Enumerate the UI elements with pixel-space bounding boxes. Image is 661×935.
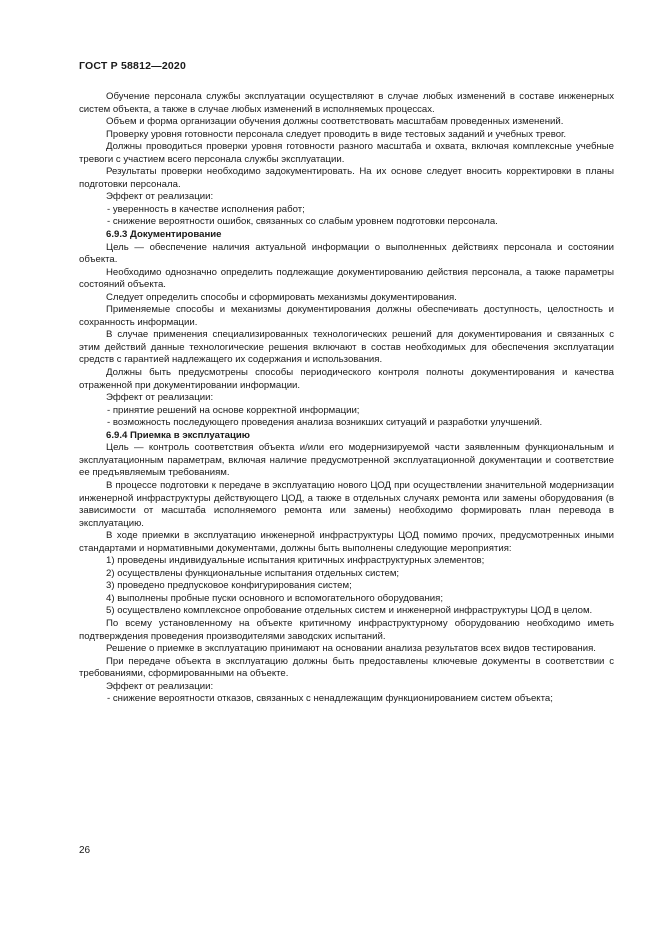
- paragraph: По всему установленному на объекте критичному инфраструктурному оборудованию необходимо иметь подтверждения проведения производителями заводских испытаний.: [79, 617, 614, 642]
- bullet-item: - возможность последующего проведения анализа возникших ситуаций и разработки улучшений.: [107, 417, 543, 429]
- bullet-item: - снижение вероятности отказов, связанных с ненадлежащим функционированием систем объекта;: [107, 693, 553, 705]
- numbered-item: 4) выполнены пробные пуски основного и вспомогательного оборудования;: [106, 592, 443, 604]
- bullet-item: - принятие решений на основе корректной информации;: [107, 404, 360, 416]
- paragraph: Объем и форма организации обучения должны соответствовать масштабам проведенных изменений.: [106, 116, 564, 128]
- paragraph: Эффект от реализации:: [106, 191, 214, 203]
- numbered-item: 2) осуществлены функциональные испытания отдельных систем;: [106, 567, 400, 579]
- paragraph: Проверку уровня готовности персонала следует проводить в виде тестовых заданий и учебных тревог.: [106, 128, 567, 140]
- page-number: 26: [79, 845, 91, 856]
- paragraph: Цель — обеспечение наличия актуальной информации о выполненных действиях персонала и состоянии объекта.: [79, 241, 614, 266]
- paragraph: Должны быть предусмотрены способы периодического контроля полноты документирования и качества отраженной при документировании информации.: [79, 367, 614, 391]
- numbered-item: 5) осуществлено комплексное опробование отдельных систем и инженерной инфраструктуры ЦОД в целом.: [106, 605, 593, 617]
- document-id-header: ГОСТ Р 58812—2020: [79, 60, 187, 72]
- paragraph: Эффект от реализации:: [106, 392, 214, 404]
- paragraph: Необходимо однозначно определить подлежащие документированию действия персонала, а также параметры состояний объекта.: [79, 266, 614, 291]
- numbered-item: 3) проведено предпусковое конфигурирования систем;: [106, 580, 352, 592]
- bullet-item: - уверенность в качестве исполнения работ;: [107, 203, 305, 215]
- paragraph: При передаче объекта в эксплуатацию должны быть предоставлены ключевые документы в соответствии с требованиями, сформированными на объекте.: [79, 655, 614, 680]
- paragraph: Цель — контроль соответствия объекта и/или его модернизируемой части заявленным функциональным и эксплуатационным параметрам, включая наличие предусмотренной эксплуатационной документации и соответствие ее предъявляемым требованиям.: [79, 442, 614, 479]
- paragraph: Применяемые способы и механизмы документирования должны обеспечивать доступность, целостность и сохранность информации.: [79, 304, 614, 328]
- numbered-item: 1) проведены индивидуальные испытания критичных инфраструктурных элементов;: [106, 555, 485, 567]
- section-heading: 6.9.4 Приемка в эксплуатацию: [106, 429, 250, 441]
- section-heading: 6.9.3 Документирование: [106, 229, 222, 241]
- paragraph: Решение о приемке в эксплуатацию принимают на основании анализа результатов всех видов тестирования.: [106, 643, 596, 655]
- paragraph: Эффект от реализации:: [106, 680, 214, 692]
- paragraph: В ходе приемки в эксплуатацию инженерной инфраструктуры ЦОД помимо прочих, предусмотренных иными стандартами и нормативными документами, должны быть выполнены следующие мероприятия:: [79, 530, 614, 554]
- bullet-item: - снижение вероятности ошибок, связанных со слабым уровнем подготовки персонала.: [107, 216, 498, 228]
- paragraph: Результаты проверки необходимо задокументировать. На их основе следует вносить корректировки в планы подготовки персонала.: [79, 166, 614, 190]
- paragraph: Должны проводиться проверки уровня готовности разного масштаба и охвата, включая комплексные учебные тревоги с участием всего персонала службы эксплуатации.: [79, 141, 614, 165]
- paragraph: Следует определить способы и сформировать механизмы документирования.: [106, 291, 457, 303]
- document-body: [79, 91, 614, 706]
- paragraph: В случае применения специализированных технологических решений для документирования и связанных с этим действий данные технологические решения включают в состав необходимых для обеспечения эксплуатации средств с гарантией надлежащего их содержания и использования.: [79, 329, 614, 366]
- paragraph: Обучение персонала службы эксплуатации осуществляют в случае любых изменений в составе инженерных систем объекта, а также в случае любых изменений в исполняемых процессах.: [79, 91, 614, 115]
- paragraph: В процессе подготовки к передаче в эксплуатацию нового ЦОД при осуществлении значительной модернизации инженерной инфраструктуры действующего ЦОД, а также в отдельных случаях ремонта или замены оборудования (в зависимости от масштаба исполняемого ремонта или замены) необходимо формировать план перевода в эксплуатацию.: [79, 479, 614, 529]
